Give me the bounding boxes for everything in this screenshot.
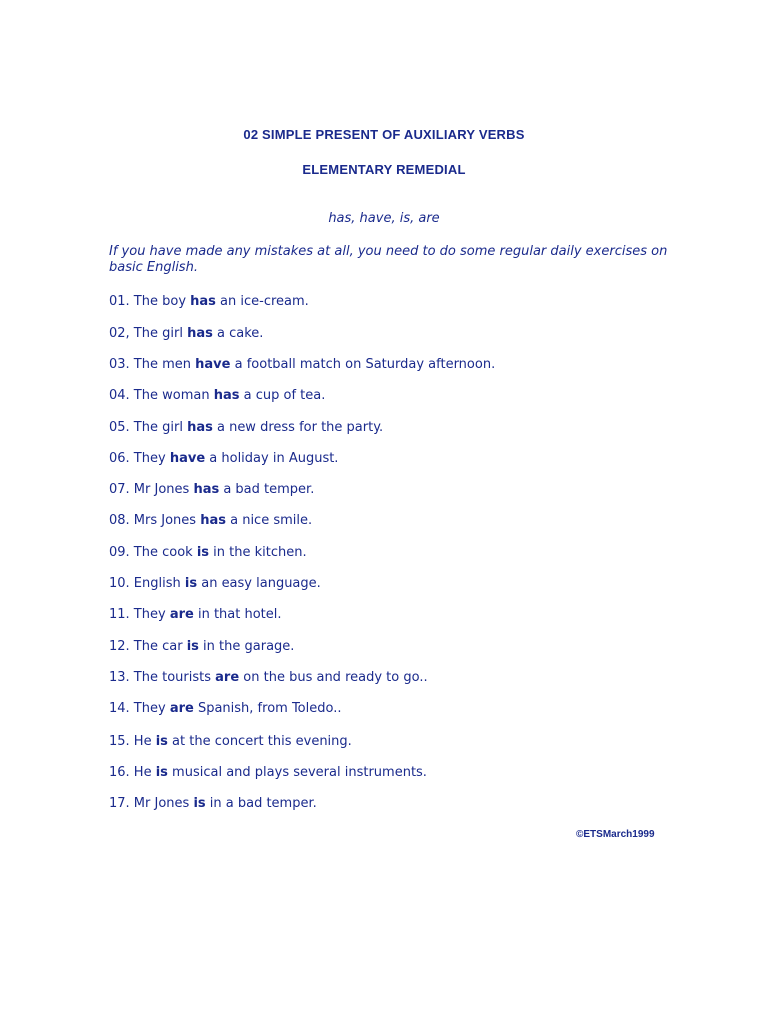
sentence-verb: has: [187, 326, 213, 341]
sentence-suffix: in the garage.: [198, 639, 295, 654]
sentence-prefix: 13. The tourists: [109, 670, 216, 685]
sentence-suffix: a new dress for the party.: [212, 420, 384, 435]
sentence-verb: are: [169, 607, 194, 622]
sentence-prefix: 08. Mrs Jones: [109, 513, 201, 528]
sentence-suffix: in a bad temper.: [205, 796, 317, 811]
sentence-verb: has: [187, 420, 213, 435]
sentence-item: [109, 701, 341, 716]
sentence-suffix: a nice smile.: [225, 513, 313, 528]
sentence-item: [109, 388, 325, 403]
sentence-prefix: 17. Mr Jones: [109, 796, 194, 811]
sentence-prefix: 05. The girl: [109, 420, 188, 435]
sentence-suffix: at the concert this evening.: [167, 734, 352, 749]
sentence-item: [109, 326, 263, 341]
sentence-prefix: 15. He: [109, 734, 156, 749]
intro-text: If you have made any mistakes at all, you need to do some regular daily exercises on basic English.: [109, 244, 668, 275]
sentence-verb: is: [184, 576, 198, 591]
sentence-suffix: a cake.: [212, 326, 264, 341]
sentence-suffix: in that hotel.: [193, 607, 282, 622]
sentence-item: [109, 513, 312, 528]
sentence-prefix: 01. The boy: [109, 294, 191, 309]
sentence-verb: has: [193, 482, 220, 497]
sentence-prefix: 03. The men: [109, 357, 196, 372]
sentence-verb: have: [169, 451, 206, 466]
sentence-verb: is: [155, 734, 168, 749]
document-title: 02 SIMPLE PRESENT OF AUXILIARY VERBS: [243, 127, 525, 142]
sentence-prefix: 16. He: [109, 765, 156, 780]
sentence-verb: is: [193, 796, 206, 811]
sentence-prefix: 11. They: [109, 607, 170, 622]
sentence-item: [109, 765, 427, 780]
sentence-verb: have: [195, 357, 231, 372]
sentence-item: [109, 545, 307, 560]
sentence-suffix: an ice-cream.: [215, 294, 309, 309]
sentence-item: [109, 451, 338, 466]
sentence-verb: are: [215, 670, 240, 685]
sentence-suffix: a football match on Saturday afternoon.: [230, 357, 496, 372]
sentence-prefix: 06. They: [109, 451, 170, 466]
sentence-item: [109, 796, 317, 811]
sentence-verb: has: [200, 513, 226, 528]
sentence-verb: is: [186, 639, 199, 654]
sentence-verb: is: [196, 545, 210, 560]
sentence-suffix: on the bus and ready to go..: [239, 670, 428, 685]
sentence-item: [109, 420, 383, 435]
sentence-verb: are: [169, 701, 194, 716]
sentence-suffix: Spanish, from Toledo..: [193, 701, 342, 716]
sentence-suffix: in the kitchen.: [209, 545, 307, 560]
sentence-prefix: 09. The cook: [109, 545, 197, 560]
sentence-item: [109, 482, 314, 497]
sentence-suffix: a bad temper.: [219, 482, 315, 497]
sentence-prefix: 04. The woman: [109, 388, 214, 403]
sentence-item: [109, 639, 294, 654]
sentence-item: [109, 357, 495, 372]
sentence-verb: is: [155, 765, 168, 780]
sentence-item: [109, 607, 282, 622]
sentence-prefix: 12. The car: [109, 639, 187, 654]
copyright-footer: ©ETSMarch1999: [576, 829, 655, 840]
verb-list: has, have, is, are: [328, 211, 440, 226]
sentence-item: [109, 734, 352, 749]
document-subtitle: ELEMENTARY REMEDIAL: [302, 162, 466, 177]
sentence-verb: has: [190, 294, 216, 309]
sentence-prefix: 07. Mr Jones: [109, 482, 194, 497]
sentence-suffix: a cup of tea.: [239, 388, 326, 403]
sentence-item: [109, 670, 428, 685]
sentence-suffix: musical and plays several instruments.: [167, 765, 427, 780]
sentence-prefix: 02, The girl: [109, 326, 188, 341]
sentence-item: [109, 576, 321, 591]
sentence-item: [109, 294, 309, 309]
sentence-suffix: an easy language.: [197, 576, 321, 591]
sentence-verb: has: [213, 388, 240, 403]
sentence-suffix: a holiday in August.: [205, 451, 339, 466]
sentence-prefix: 14. They: [109, 701, 170, 716]
sentence-prefix: 10. English: [109, 576, 185, 591]
